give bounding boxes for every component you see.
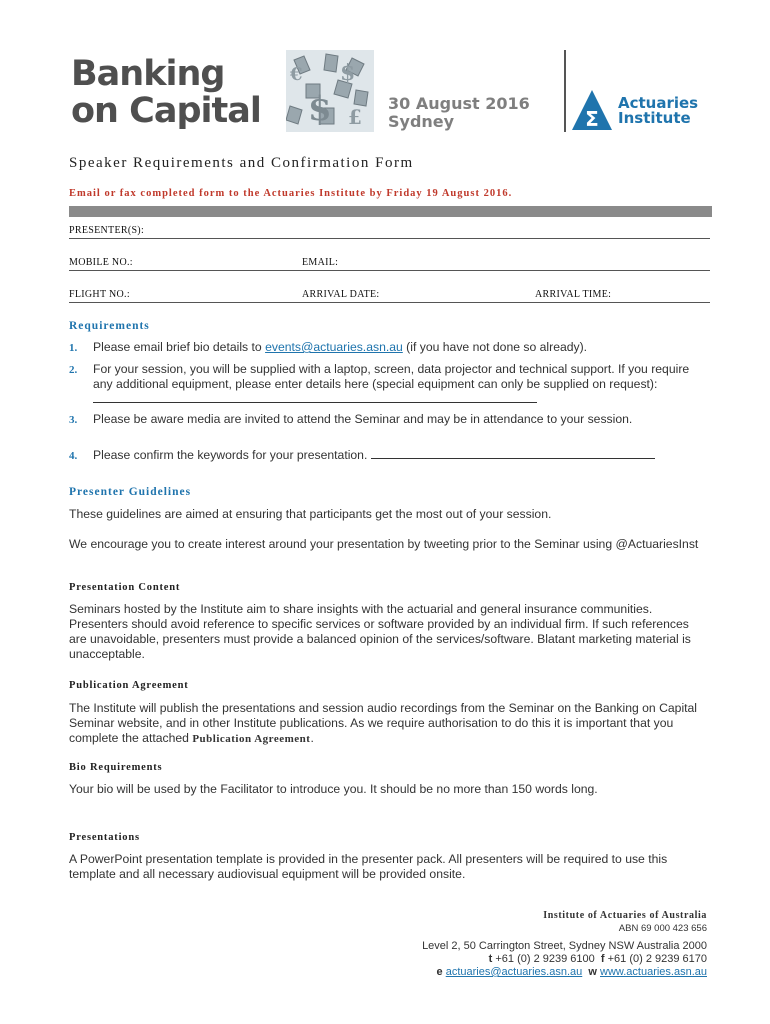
footer-address: Level 2, 50 Carrington Street, Sydney NSW Australia 2000 bbox=[422, 940, 707, 952]
req-num-3: 3. bbox=[69, 414, 78, 426]
req-item-3: Please be aware media are invited to attend the Seminar and may be in attendance to your session. bbox=[93, 412, 633, 426]
req-item-1 bbox=[93, 340, 709, 355]
currency-symbols-image bbox=[286, 50, 374, 132]
actuaries-logo-icon bbox=[570, 88, 614, 132]
footer-phone-fax bbox=[489, 953, 707, 965]
event-date: 30 August 2016 bbox=[388, 94, 530, 113]
web-label: w bbox=[588, 966, 597, 978]
footer-org: Institute of Actuaries of Australia bbox=[543, 910, 707, 921]
svg-text:Σ: Σ bbox=[585, 107, 599, 131]
guidelines-encourage: We encourage you to create interest around your presentation by tweeting prior to the Seminar using @ActuariesInst bbox=[69, 537, 699, 551]
fax-label: f bbox=[600, 953, 605, 965]
svg-text:$: $ bbox=[340, 60, 356, 86]
event-title-line1: Banking bbox=[71, 54, 225, 94]
requirements-heading: Requirements bbox=[69, 320, 150, 332]
event-city: Sydney bbox=[388, 112, 455, 131]
actuaries-logo-text bbox=[618, 96, 698, 126]
footer-phone: +61 (0) 2 9239 6100 bbox=[495, 953, 595, 965]
req-item-2 bbox=[93, 362, 709, 407]
bio-heading: Bio Requirements bbox=[69, 762, 163, 773]
keywords-input[interactable] bbox=[371, 448, 655, 459]
req-num-2: 2. bbox=[69, 364, 78, 376]
presentations-paragraph: A PowerPoint presentation template is provided in the presenter pack. All presenters will be required to use this template and all necessary audiovisual equipment will be provided onsite. bbox=[69, 852, 668, 881]
event-date-block bbox=[388, 95, 530, 131]
svg-text:$: $ bbox=[308, 89, 332, 129]
bio-paragraph: Your bio will be used by the Facilitator to introduce you. It should be no more than 150 words long. bbox=[69, 782, 598, 796]
publication-paragraph bbox=[69, 701, 709, 747]
email-label: EMAIL: bbox=[302, 257, 339, 268]
arrival-date-label: ARRIVAL DATE: bbox=[302, 289, 380, 300]
equipment-input[interactable] bbox=[93, 392, 537, 403]
req-num-1: 1. bbox=[69, 342, 78, 354]
req-1-post: (if you have not done so already). bbox=[402, 340, 588, 354]
logo-line2: Institute bbox=[618, 109, 691, 127]
footer-contact bbox=[437, 966, 707, 978]
presenters-label: PRESENTER(S): bbox=[69, 225, 145, 236]
presentations-heading: Presentations bbox=[69, 832, 140, 843]
svg-text:€: € bbox=[290, 64, 303, 85]
mobile-email-row bbox=[69, 253, 710, 271]
content-paragraph: Seminars hosted by the Institute aim to share insights with the actuarial and general insurance communities. Presenters should avoid reference to specific services or software provided by an individual firm. If such references are unavoidable, presenters must provide a balanced opinion of the services/software. Blatant marketing material is unacceptable. bbox=[69, 602, 691, 661]
content-heading: Presentation Content bbox=[69, 582, 181, 593]
req-2-text: For your session, you will be supplied with a laptop, screen, data projector and technical support. If you require any additional equipment, please enter details here (special equipment can only be supplied on request): bbox=[93, 362, 690, 391]
publication-heading: Publication Agreement bbox=[69, 680, 189, 691]
footer-abn: ABN 69 000 423 656 bbox=[618, 923, 707, 934]
guidelines-intro: These guidelines are aimed at ensuring that participants get the most out of your session. bbox=[69, 507, 552, 521]
logo-line1: Actuaries bbox=[618, 94, 699, 112]
mobile-label: MOBILE NO.: bbox=[69, 257, 133, 268]
phone-label: t bbox=[488, 953, 493, 965]
publication-agreement-ref: Publication Agreement bbox=[192, 733, 311, 745]
footer-email-link[interactable]: actuaries@actuaries.asn.au bbox=[445, 966, 583, 978]
section-bar bbox=[69, 206, 712, 217]
footer-web-link[interactable]: www.actuaries.asn.au bbox=[600, 966, 707, 978]
req-item-4 bbox=[93, 448, 709, 463]
publication-text: The Institute will publish the presentations and session audio recordings from the Seminar on the Banking on Capital Seminar website, and in other Institute publications. As we require authorisation to do this it is important that you complete the attached bbox=[69, 701, 698, 745]
req-num-4: 4. bbox=[69, 450, 78, 462]
events-email-link[interactable]: events@actuaries.asn.au bbox=[265, 340, 403, 354]
guidelines-heading: Presenter Guidelines bbox=[69, 486, 192, 498]
event-title bbox=[71, 56, 261, 130]
form-instruction: Email or fax completed form to the Actuaries Institute by Friday 19 August 2016. bbox=[69, 188, 513, 199]
svg-text:£: £ bbox=[348, 105, 362, 129]
flight-label: FLIGHT NO.: bbox=[69, 289, 130, 300]
email-label-footer: e bbox=[436, 966, 443, 978]
header-divider bbox=[564, 50, 566, 132]
presenters-field[interactable] bbox=[69, 221, 710, 239]
form-title: Speaker Requirements and Confirmation Form bbox=[69, 155, 414, 171]
publication-end: . bbox=[310, 731, 314, 745]
event-title-line2: on Capital bbox=[71, 91, 261, 131]
flight-row bbox=[69, 285, 710, 303]
footer-fax: +61 (0) 2 9239 6170 bbox=[607, 953, 707, 965]
arrival-time-label: ARRIVAL TIME: bbox=[535, 289, 612, 300]
req-1-pre: Please email brief bio details to bbox=[93, 340, 266, 354]
req-4-text: Please confirm the keywords for your presentation. bbox=[93, 448, 368, 462]
